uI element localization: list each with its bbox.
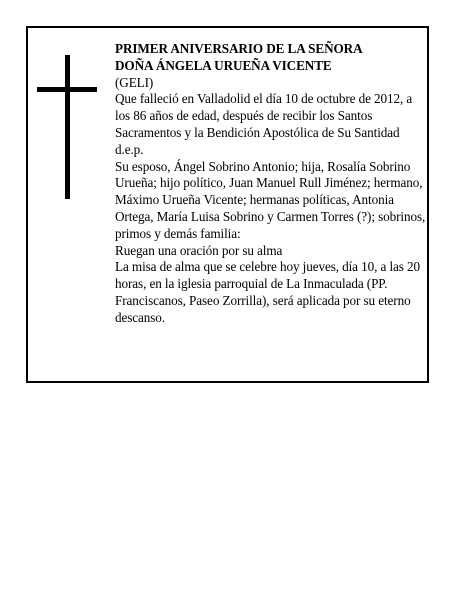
- paragraph-death: Que falleció en Valladolid el día 10 de octubre de 2012, a los 86 años de edad, después de recibir los Santos Sacramentos y la Bendición Apostólica de Su Santidad: [115, 91, 413, 140]
- paragraph-family: Su esposo, Ángel Sobrino Antonio; hija, Rosalía Sobrino Urueña; hijo político, Juan Manuel Rull Jiménez; hermano, Máximo Urueña Vicente; hermanas políticas, Antonia Ortega, María Luisa Sobrino y Carmen Torres (?); sobrinos, primos y demás familia:: [115, 158, 426, 241]
- cross-vertical-bar: [65, 55, 70, 199]
- dep-abbreviation: d.e.p.: [115, 141, 144, 157]
- paragraph-mass: La misa de alma que se celebre hoy jueves, día 10, a las 20 horas, en la iglesia parroquial de La Inmaculada (PP. Franciscanos, Paseo Zorrilla), será aplicada por su eterno descanso.: [115, 259, 420, 325]
- deceased-nickname: (GELI): [115, 74, 154, 90]
- prayer-request: Ruegan una oración por su alma: [115, 242, 283, 258]
- heading-anniversary: PRIMER ANIVERSARIO DE LA SEÑORA: [115, 41, 363, 56]
- latin-cross-icon: [37, 55, 97, 199]
- heading-deceased-name: DOÑA ÁNGELA URUEÑA VICENTE: [115, 57, 332, 73]
- notice-text: [115, 41, 427, 327]
- cross-horizontal-bar: [37, 87, 97, 92]
- obituary-notice: [26, 26, 429, 383]
